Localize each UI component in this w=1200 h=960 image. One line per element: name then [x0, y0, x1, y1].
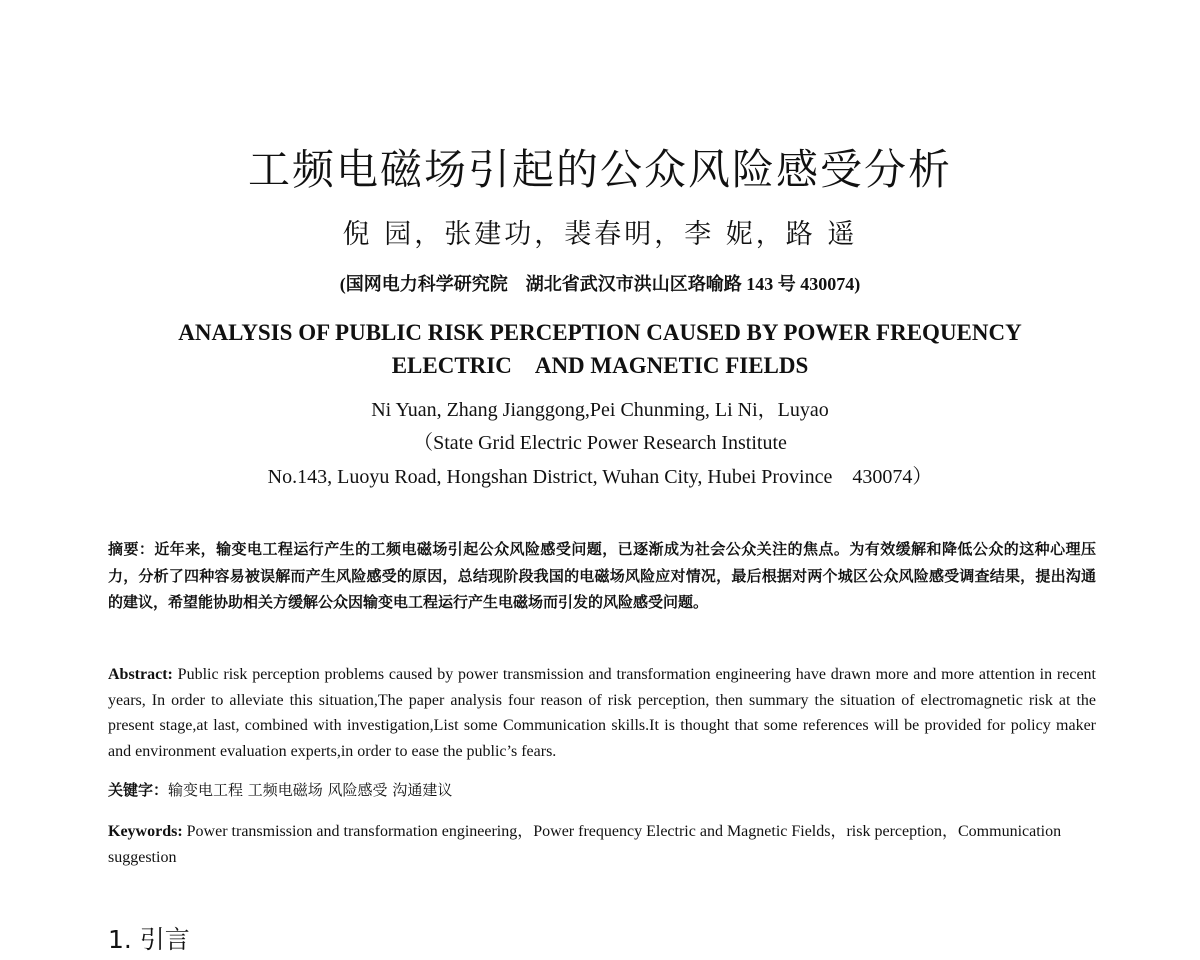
paper-title-cn: 工频电磁场引起的公众风险感受分析 — [247, 145, 952, 194]
authors-en: Ni Yuan, Zhang Jianggong,Pei Chunming, Li Ni，Luyao — [371, 399, 829, 421]
affiliation-en-line2: No.143, Luoyu Road, Hongshan District, Wuhan City, Hubei Province 430074） — [267, 466, 933, 488]
abstract-en-text: Public risk perception problems caused by power transmission and transformation engineering have drawn more and more attention in recent years, In order to alleviate this situation,The paper analysis four reason of risk perception, then summary the situation of electromagnetic risk at the present stage,at last, combined with investigation,List some Communication skills.It is thought that some references will be provided for policy maker and environment evaluation experts,in order to ease the public’s fears. — [108, 666, 1096, 760]
section-heading-introduction: 1. 引言 — [108, 925, 190, 954]
keywords-cn-label: 关键字： — [108, 781, 169, 799]
abstract-en — [108, 662, 1096, 764]
keywords-en-text: Power transmission and transformation engineering，Power frequency Electric and Magnetic Fields，risk perception，Communication suggestion — [108, 823, 1062, 866]
keywords-en-label: Keywords: — [108, 823, 183, 840]
paper-title-en-line1: ANALYSIS OF PUBLIC RISK PERCEPTION CAUSED BY POWER FREQUENCY — [178, 320, 1022, 345]
abstract-cn-label: 摘要 — [108, 540, 139, 558]
keywords-en — [108, 819, 1096, 870]
abstract-cn — [108, 536, 1096, 616]
affiliation-en-line1: （State Grid Electric Power Research Institute — [413, 432, 787, 454]
keywords-cn — [108, 777, 1096, 803]
paper-title-en — [0, 316, 1200, 382]
affiliation-cn: (国网电力科学研究院 湖北省武汉市洪山区珞喻路 143 号 430074) — [339, 274, 861, 294]
abstract-en-label: Abstract: — [108, 666, 173, 683]
authors-cn: 倪 园，张建功，裴春明，李 妮，路 遥 — [342, 219, 858, 250]
paper-title-en-line2: ELECTRIC AND MAGNETIC FIELDS — [391, 353, 809, 378]
keywords-cn-text: 输变电工程 工频电磁场 风险感受 沟通建议 — [168, 781, 453, 799]
abstract-cn-text: ：近年来，输变电工程运行产生的工频电磁场引起公众风险感受问题，已逐渐成为社会公众关注的焦点。为有效缓解和降低公众的这种心理压力，分析了四种容易被误解而产生风险感受的原因，总结现阶段我国的电磁场风险应对情况，最后根据对两个城区公众风险感受调查结果，提出沟通的建议，希望能协助相关方缓解公众因输变电工程运行产生电磁场而引发的风险感受问题。 — [108, 540, 1096, 611]
